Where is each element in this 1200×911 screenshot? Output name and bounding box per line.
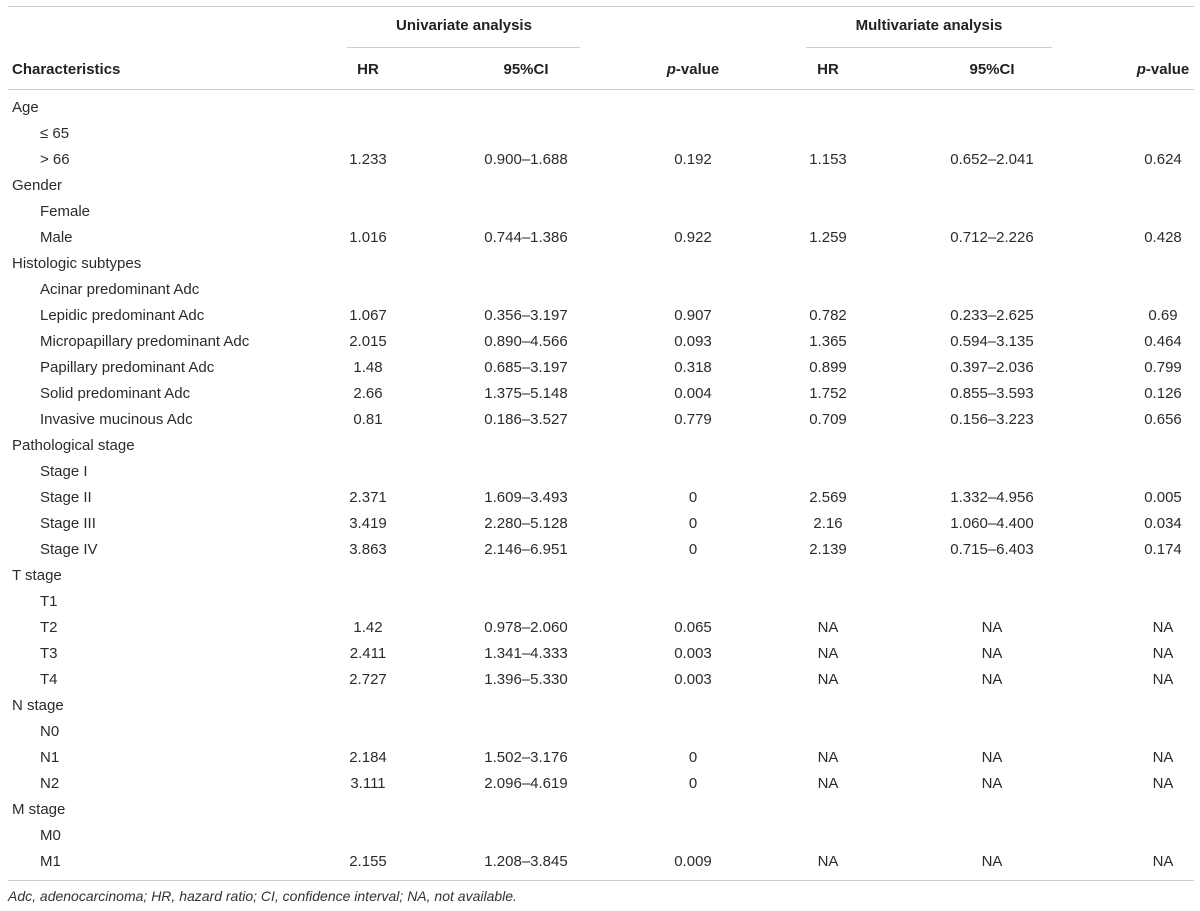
cell-uni-ci: 1.375–5.148 bbox=[484, 385, 568, 402]
cell-multi-hr: NA bbox=[817, 671, 839, 688]
cell-uni-ci: 1.502–3.176 bbox=[484, 749, 568, 766]
row-sublabel: Male bbox=[40, 229, 73, 246]
cell-uni-ci: 2.146–6.951 bbox=[484, 541, 568, 558]
cell-uni-hr: 3.419 bbox=[349, 515, 387, 532]
row-sublabel: > 66 bbox=[40, 151, 70, 168]
cell-multi-hr: 0.899 bbox=[809, 359, 847, 376]
row-category-label: Histologic subtypes bbox=[12, 255, 142, 272]
cell-uni-hr: 1.42 bbox=[353, 619, 383, 636]
cell-multi-pvalue: NA bbox=[1152, 645, 1174, 662]
column-header-multi-hr: HR bbox=[817, 61, 839, 78]
univariate-group-underline bbox=[347, 47, 580, 48]
row-sublabel: Female bbox=[40, 203, 91, 220]
cell-uni-pvalue: 0 bbox=[688, 541, 698, 558]
cell-multi-ci: 0.855–3.593 bbox=[950, 385, 1034, 402]
cell-multi-hr: 2.569 bbox=[809, 489, 847, 506]
cell-uni-ci: 1.208–3.845 bbox=[484, 853, 568, 870]
cell-uni-ci: 2.096–4.619 bbox=[484, 775, 568, 792]
row-category-label: T stage bbox=[12, 567, 62, 584]
cell-multi-hr: 1.752 bbox=[809, 385, 847, 402]
cell-uni-hr: 2.155 bbox=[349, 853, 387, 870]
column-header-multi-ci: 95%CI bbox=[969, 61, 1015, 78]
cell-uni-pvalue: 0 bbox=[688, 775, 698, 792]
row-sublabel: N0 bbox=[40, 723, 60, 740]
row-sublabel: Acinar predominant Adc bbox=[40, 281, 200, 298]
cell-multi-pvalue: 0.005 bbox=[1144, 489, 1182, 506]
cell-multi-ci: 1.332–4.956 bbox=[950, 489, 1034, 506]
cell-uni-pvalue: 0.318 bbox=[674, 359, 712, 376]
row-sublabel: Stage II bbox=[40, 489, 92, 506]
cell-uni-pvalue: 0 bbox=[688, 489, 698, 506]
cell-multi-pvalue: 0.69 bbox=[1148, 307, 1178, 324]
cell-multi-ci: 1.060–4.400 bbox=[950, 515, 1034, 532]
cell-multi-hr: NA bbox=[817, 749, 839, 766]
cell-multi-hr: 0.782 bbox=[809, 307, 847, 324]
cell-multi-ci: 0.712–2.226 bbox=[950, 229, 1034, 246]
row-category-label: M stage bbox=[12, 801, 66, 818]
cell-multi-ci: 0.233–2.625 bbox=[950, 307, 1034, 324]
cell-uni-hr: 1.067 bbox=[349, 307, 387, 324]
row-sublabel: N1 bbox=[40, 749, 60, 766]
cell-uni-hr: 2.015 bbox=[349, 333, 387, 350]
row-sublabel: M1 bbox=[40, 853, 61, 870]
cell-uni-pvalue: 0.003 bbox=[674, 645, 712, 662]
cell-uni-ci: 1.609–3.493 bbox=[484, 489, 568, 506]
univariate-group-header: Univariate analysis bbox=[396, 17, 532, 34]
column-header-multi-pvalue bbox=[1103, 60, 1200, 80]
cell-multi-ci: 0.594–3.135 bbox=[950, 333, 1034, 350]
p-italic: p bbox=[1136, 61, 1146, 78]
column-header-characteristics: Characteristics bbox=[12, 61, 121, 78]
cell-multi-pvalue: 0.464 bbox=[1144, 333, 1182, 350]
cell-uni-ci: 0.356–3.197 bbox=[484, 307, 568, 324]
row-sublabel: N2 bbox=[40, 775, 60, 792]
cell-uni-ci: 0.186–3.527 bbox=[484, 411, 568, 428]
p-value-suffix: -value bbox=[1145, 61, 1190, 78]
cell-multi-ci: NA bbox=[981, 619, 1003, 636]
cell-uni-pvalue: 0.779 bbox=[674, 411, 712, 428]
cell-multi-ci: NA bbox=[981, 671, 1003, 688]
cell-uni-hr: 3.111 bbox=[350, 775, 386, 792]
row-sublabel: Papillary predominant Adc bbox=[40, 359, 215, 376]
row-sublabel: M0 bbox=[40, 827, 61, 844]
cell-multi-hr: 2.16 bbox=[813, 515, 843, 532]
cell-multi-ci: 0.397–2.036 bbox=[950, 359, 1034, 376]
row-sublabel: Stage IV bbox=[40, 541, 98, 558]
cell-multi-pvalue: NA bbox=[1152, 853, 1174, 870]
cell-multi-ci: NA bbox=[981, 853, 1003, 870]
cell-multi-hr: NA bbox=[817, 645, 839, 662]
cell-multi-hr: 2.139 bbox=[809, 541, 847, 558]
row-sublabel: ≤ 65 bbox=[40, 125, 70, 142]
cell-uni-hr: 3.863 bbox=[349, 541, 387, 558]
cell-multi-pvalue: NA bbox=[1152, 619, 1174, 636]
cell-uni-pvalue: 0.093 bbox=[674, 333, 712, 350]
row-sublabel: T3 bbox=[40, 645, 58, 662]
row-sublabel: T1 bbox=[40, 593, 58, 610]
row-category-label: Pathological stage bbox=[12, 437, 135, 454]
multivariate-group-header: Multivariate analysis bbox=[855, 17, 1003, 34]
column-header-uni-ci: 95%CI bbox=[503, 61, 549, 78]
cell-uni-hr: 1.233 bbox=[349, 151, 387, 168]
table-top-rule bbox=[8, 6, 1194, 7]
cell-uni-pvalue: 0.192 bbox=[674, 151, 712, 168]
column-header-uni-hr: HR bbox=[357, 61, 379, 78]
cell-multi-pvalue: NA bbox=[1152, 749, 1174, 766]
p-italic: p bbox=[666, 61, 676, 78]
cell-multi-pvalue: 0.034 bbox=[1144, 515, 1182, 532]
cell-multi-hr: 0.709 bbox=[809, 411, 847, 428]
cell-multi-ci: NA bbox=[981, 749, 1003, 766]
cell-multi-pvalue: 0.656 bbox=[1144, 411, 1182, 428]
cell-uni-hr: 2.727 bbox=[349, 671, 387, 688]
cell-multi-pvalue: 0.126 bbox=[1144, 385, 1182, 402]
cell-uni-hr: 1.48 bbox=[353, 359, 383, 376]
row-sublabel: Lepidic predominant Adc bbox=[40, 307, 205, 324]
cell-uni-pvalue: 0 bbox=[688, 515, 698, 532]
cell-multi-hr: 1.153 bbox=[809, 151, 847, 168]
cell-uni-hr: 0.81 bbox=[353, 411, 383, 428]
cell-uni-ci: 0.978–2.060 bbox=[484, 619, 568, 636]
cell-multi-ci: NA bbox=[981, 775, 1003, 792]
header-bottom-rule bbox=[8, 89, 1194, 90]
cell-multi-pvalue: 0.799 bbox=[1144, 359, 1182, 376]
cell-multi-ci: 0.156–3.223 bbox=[950, 411, 1034, 428]
row-sublabel: Stage III bbox=[40, 515, 96, 532]
cell-uni-ci: 0.890–4.566 bbox=[484, 333, 568, 350]
cell-uni-ci: 0.744–1.386 bbox=[484, 229, 568, 246]
cell-multi-hr: 1.259 bbox=[809, 229, 847, 246]
table-footnote: Adc, adenocarcinoma; HR, hazard ratio; CI, confidence interval; NA, not available. bbox=[8, 888, 517, 904]
cell-uni-pvalue: 0.065 bbox=[674, 619, 712, 636]
cell-uni-ci: 0.900–1.688 bbox=[484, 151, 568, 168]
row-category-label: N stage bbox=[12, 697, 64, 714]
p-value-suffix: -value bbox=[675, 61, 720, 78]
row-sublabel: Stage I bbox=[40, 463, 88, 480]
cell-multi-hr: NA bbox=[817, 853, 839, 870]
row-category-label: Age bbox=[12, 99, 39, 116]
row-category-label: Gender bbox=[12, 177, 63, 194]
cell-multi-hr: NA bbox=[817, 619, 839, 636]
cell-multi-pvalue: NA bbox=[1152, 671, 1174, 688]
cell-multi-ci: NA bbox=[981, 645, 1003, 662]
row-sublabel: T4 bbox=[40, 671, 58, 688]
cell-uni-pvalue: 0.922 bbox=[674, 229, 712, 246]
row-sublabel: Invasive mucinous Adc bbox=[40, 411, 193, 428]
cell-multi-ci: 0.652–2.041 bbox=[950, 151, 1034, 168]
cell-uni-pvalue: 0.907 bbox=[674, 307, 712, 324]
cell-multi-pvalue: 0.624 bbox=[1144, 151, 1182, 168]
table-bottom-rule bbox=[8, 880, 1194, 881]
multivariate-group-underline bbox=[806, 47, 1052, 48]
row-sublabel: Solid predominant Adc bbox=[40, 385, 191, 402]
cell-uni-hr: 2.371 bbox=[349, 489, 387, 506]
cell-multi-pvalue: 0.174 bbox=[1144, 541, 1182, 558]
cell-uni-pvalue: 0.004 bbox=[674, 385, 712, 402]
cell-uni-ci: 0.685–3.197 bbox=[484, 359, 568, 376]
column-header-uni-pvalue bbox=[633, 60, 753, 80]
cell-multi-hr: NA bbox=[817, 775, 839, 792]
row-sublabel: T2 bbox=[40, 619, 58, 636]
cell-uni-hr: 2.66 bbox=[353, 385, 383, 402]
cell-uni-ci: 1.396–5.330 bbox=[484, 671, 568, 688]
cell-uni-ci: 1.341–4.333 bbox=[484, 645, 568, 662]
cell-uni-pvalue: 0.009 bbox=[674, 853, 712, 870]
cell-multi-pvalue: 0.428 bbox=[1144, 229, 1182, 246]
cell-multi-hr: 1.365 bbox=[809, 333, 847, 350]
cell-uni-hr: 1.016 bbox=[349, 229, 387, 246]
cell-multi-pvalue: NA bbox=[1152, 775, 1174, 792]
cell-uni-hr: 2.184 bbox=[349, 749, 387, 766]
cell-multi-ci: 0.715–6.403 bbox=[950, 541, 1034, 558]
row-sublabel: Micropapillary predominant Adc bbox=[40, 333, 250, 350]
cell-uni-pvalue: 0.003 bbox=[674, 671, 712, 688]
cell-uni-pvalue: 0 bbox=[688, 749, 698, 766]
cell-uni-hr: 2.411 bbox=[349, 645, 387, 662]
cell-uni-ci: 2.280–5.128 bbox=[484, 515, 568, 532]
